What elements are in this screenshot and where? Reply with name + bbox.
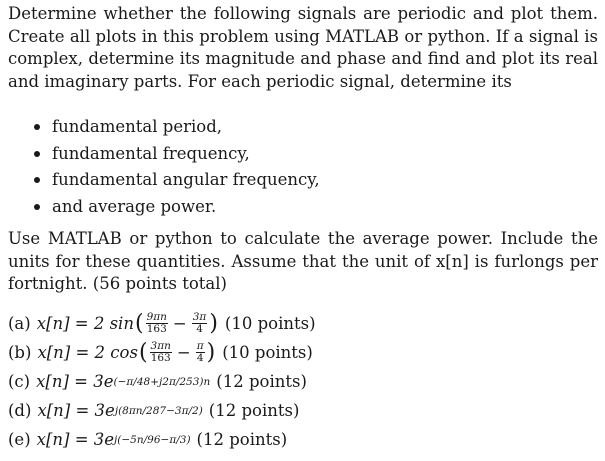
problem-list (8, 309, 316, 454)
problem-label: (c) (8, 372, 31, 391)
list-item: fundamental frequency, (34, 141, 320, 168)
fraction: $\frac{3\pi n}{163}$ (150, 340, 171, 364)
problem-item-e (8, 425, 316, 454)
list-item: fundamental period, (34, 114, 320, 141)
fraction: $\frac{\pi}{4}$ (196, 340, 204, 364)
points-value: (12 points) (216, 372, 307, 391)
equation-lhs: x[n] = 3e (37, 401, 115, 420)
problem-label: (d) (8, 401, 32, 420)
equation-lhs: x[n] = 2 cos (37, 343, 138, 362)
paren-close: ) (209, 310, 218, 336)
paren-close: ) (206, 339, 216, 365)
bullet-icon (34, 204, 40, 210)
intro-paragraph: Determine whether the following signals are periodic and plot them. Create all plots in this problem using MATLAB or python. If a signal is complex, determine its magnitude and phase and find and plot its real and imaginary parts. For each periodic signal, determine its (8, 4, 598, 91)
paren-open: ( (134, 310, 144, 336)
points-value: (12 points) (196, 430, 288, 449)
operator: − (172, 314, 187, 333)
points-value: (12 points) (208, 401, 300, 420)
operator: − (176, 343, 191, 362)
equation-lhs: x[n] = 3e (36, 372, 114, 391)
problem-item-d (8, 396, 316, 425)
list-item: fundamental angular frequency, (34, 167, 320, 194)
exponent: j(8πn/287−3π/2) (114, 404, 203, 417)
points-value: (10 points) (222, 343, 313, 362)
problem-item-a (8, 309, 316, 338)
instructions-paragraph: Use MATLAB or python to calculate the average power. Include the units for these quantities. Assume that the unit of x[n] is furlongs per fortnight. (56 points total) (8, 229, 598, 294)
fraction: $\frac{9\pi n}{163}$ (146, 311, 167, 335)
exponent: j(−5n/96−π/3) (114, 433, 191, 446)
problem-label: (a) (8, 314, 31, 333)
requirements-list (34, 114, 320, 220)
list-item: and average power. (34, 194, 320, 221)
equation-lhs: x[n] = 3e (36, 430, 115, 449)
points-value: (10 points) (224, 314, 316, 333)
bullet-icon (34, 177, 40, 183)
equation-lhs: x[n] = 2 sin (36, 314, 134, 333)
problem-label: (e) (8, 430, 31, 449)
bullet-icon (34, 124, 40, 130)
fraction: $\frac{3\pi}{4}$ (192, 311, 207, 335)
exponent: (−π/48+j2π/253)n (113, 375, 211, 388)
problem-item-c (8, 367, 316, 396)
problem-label: (b) (8, 343, 32, 362)
paren-open: ( (138, 339, 148, 365)
problem-item-b (8, 338, 316, 367)
bullet-icon (34, 151, 40, 157)
